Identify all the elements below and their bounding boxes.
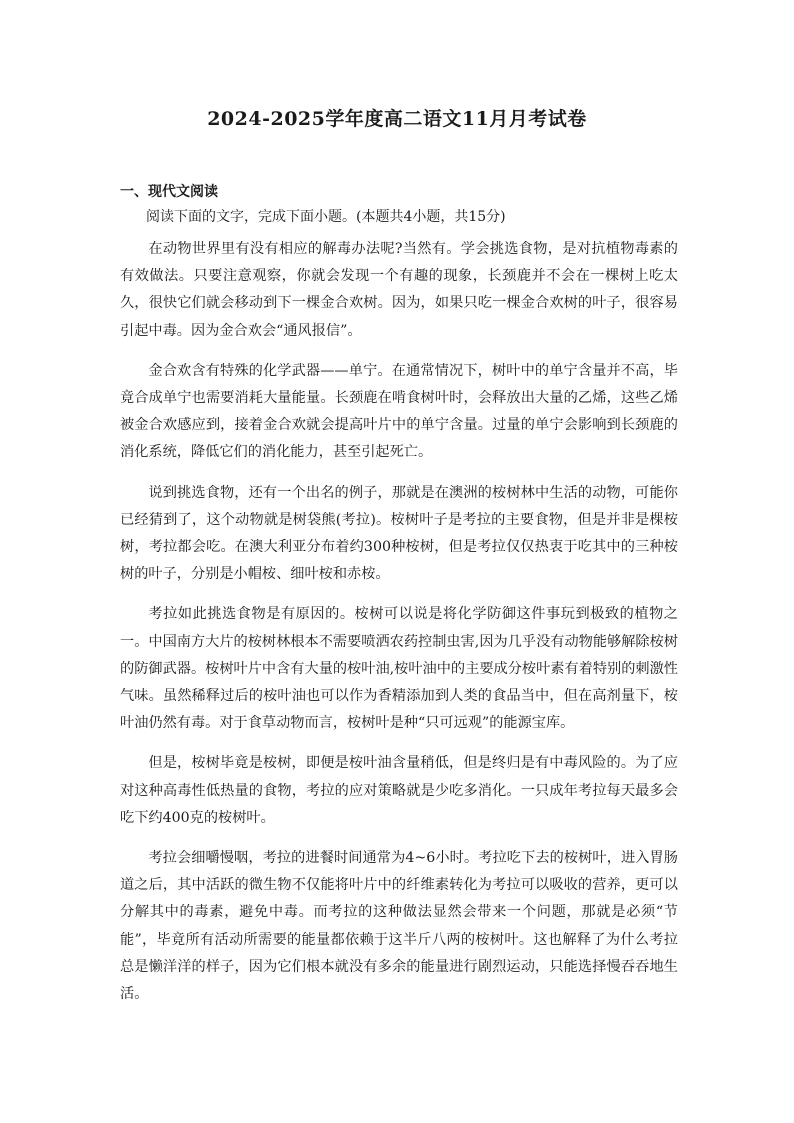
passage-paragraph-1: 在动物世界里有没有相应的解毒办法呢?当然有。学会挑选食物，是对抗植物毒素的有效做法。只要注意观察，你就会发现一个有趣的现象，长颈鹿并不会在一棵树上吃太久，很快它们就会移动到下一棵金合欢树。因为，如果只吃一棵金合欢树的叶子，很容易引起中毒。因为金合欢会“通风报信”。 bbox=[120, 241, 678, 339]
reading-passage bbox=[120, 236, 678, 1021]
passage-paragraph-5: 但是，桉树毕竟是桉树，即便是桉叶油含量稍低，但是终归是有中毒风险的。为了应对这种高毒性低热量的食物，考拉的应对策略就是少吃多消化。一只成年考拉每天最多会吃下约400克的桉树叶。 bbox=[120, 755, 678, 826]
exam-title: 2024-2025学年度高二语文11月月考试卷 bbox=[207, 108, 587, 130]
passage-paragraph-2: 金合欢含有特殊的化学武器——单宁。在通常情况下，树叶中的单宁含量并不高，毕竟合成单宁也需要消耗大量能量。长颈鹿在啃食树叶时，会释放出大量的乙烯，这些乙烯被金合欢感应到，接着金合欢就会提高叶片中的单宁含量。过量的单宁会影响到长颈鹿的消化系统，降低它们的消化能力，甚至引起死亡。 bbox=[120, 362, 678, 461]
section-heading: 一、现代文阅读 bbox=[120, 184, 218, 200]
passage-paragraph-4: 考拉如此挑选食物是有原因的。桉树可以说是将化学防御这件事玩到极致的植物之一。中国南方大片的桉树林根本不需要喷洒农药控制虫害,因为几乎没有动物能够解除桉树的防御武器。桉树叶片中含有大量的桉叶油,桉叶油中的主要成分桉叶素有着特别的刺激性气味。虽然稀释过后的桉叶油也可以作为香精添加到人类的食品当中，但在高剂量下，桉叶油仍然有毒。对于食草动物而言，桉树叶是种“只可远观”的能源宝库。 bbox=[120, 606, 678, 732]
reading-instruction: 阅读下面的文字，完成下面小题。(本题共4小题，共15分) bbox=[146, 209, 506, 225]
passage-paragraph-6: 考拉会细嚼慢咽，考拉的进餐时间通常为4~6小时。考拉吃下去的桉树叶，进入胃肠道之后，其中活跃的微生物不仅能将叶片中的纤维素转化为考拉可以吸收的营养，更可以分解其中的毒素，避免中毒。而考拉的这种做法显然会带来一个问题，那就是必须“节能”，毕竟所有活动所需要的能量都依赖于这半斤八两的桉树叶。这也解释了为什么考拉总是懒洋洋的样子，因为它们根本就没有多余的能量进行剧烈运动，只能选择慢吞吞地生活。 bbox=[120, 850, 678, 1003]
passage-paragraph-3: 说到挑选食物，还有一个出名的例子，那就是在澳洲的桉树林中生活的动物，可能你已经猜到了，这个动物就是树袋熊(考拉)。桉树叶子是考拉的主要食物，但是并非是棵桉树，考拉都会吃。在澳大利亚分布着约300种桉树，但是考拉仅仅热衷于吃其中的三种桉树的叶子，分别是小帽桉、细叶桉和赤桉。 bbox=[120, 484, 678, 583]
